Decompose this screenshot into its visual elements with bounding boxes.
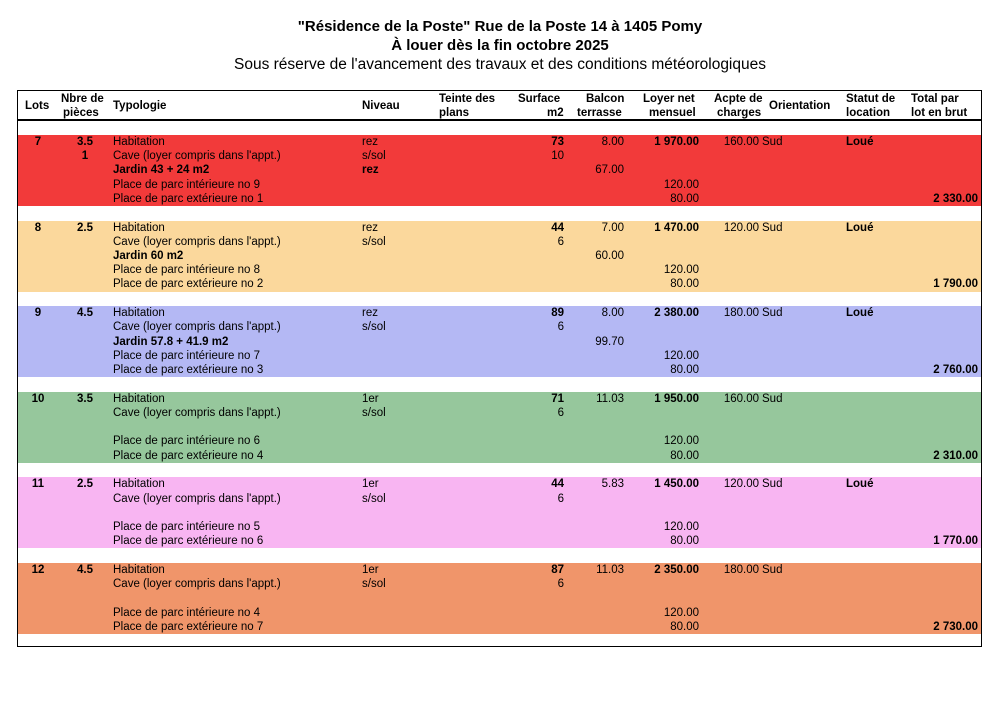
habitation-label: Habitation xyxy=(113,478,165,491)
parc-interieure-value: 120.00 xyxy=(663,520,699,533)
statut-value: Loué xyxy=(846,307,874,320)
acompte-value: 160.00 xyxy=(723,392,759,405)
loyer-value: 1 970.00 xyxy=(654,136,699,148)
total-value: 1 770.00 xyxy=(933,535,978,548)
parc-interieure-label: Place de parc intérieure no 5 xyxy=(113,520,261,533)
total-value: 2 760.00 xyxy=(933,363,978,376)
parc-exterieure-label: Place de parc extérieure no 7 xyxy=(113,620,264,633)
pieces-count: 4.5 xyxy=(77,307,93,320)
loyer-value: 2 350.00 xyxy=(654,564,699,576)
col-statut-l2: location xyxy=(846,107,891,119)
cave-surface: 10 xyxy=(551,150,564,163)
col-balcon-l2: terrasse xyxy=(577,107,622,119)
col-surface-l1: Surface xyxy=(518,93,561,105)
cave-row xyxy=(18,235,981,249)
lot-number: 8 xyxy=(34,221,42,234)
cave-label: Cave (loyer compris dans l'appt.) xyxy=(113,406,281,419)
cave-label: Cave (loyer compris dans l'appt.) xyxy=(113,235,281,248)
parc-exterieure-value: 80.00 xyxy=(670,535,699,548)
lot-number: 11 xyxy=(31,478,45,491)
surface-value: 87 xyxy=(551,564,564,576)
total-value: 2 310.00 xyxy=(933,449,978,462)
parc-exterieure-label: Place de parc extérieure no 4 xyxy=(113,449,264,462)
habitation-label: Habitation xyxy=(113,221,165,234)
jardin-value: 99.70 xyxy=(595,335,624,348)
balcon-value: 5.83 xyxy=(601,478,624,491)
col-acpte-l1: Acpte de xyxy=(714,93,763,105)
col-total-l2: lot en brut xyxy=(911,107,968,119)
parc-exterieure-row xyxy=(18,449,981,463)
col-pieces-l2: pièces xyxy=(63,107,99,119)
cave-niveau: s/sol xyxy=(362,150,386,163)
parc-interieure-row xyxy=(18,606,981,620)
total-value: 2 730.00 xyxy=(933,620,978,633)
surface-value: 44 xyxy=(551,221,564,234)
col-total-l1: Total par xyxy=(911,93,959,105)
jardin-label: Jardin 43 + 24 m2 xyxy=(113,164,210,177)
parc-interieure-row xyxy=(18,434,981,448)
habitation-row xyxy=(18,392,981,406)
jardin-row xyxy=(18,249,981,263)
parc-exterieure-value: 80.00 xyxy=(670,192,699,205)
col-statut-l1: Statut de xyxy=(846,93,896,105)
jardin-row xyxy=(18,163,981,177)
jardin-label: Jardin 60 m2 xyxy=(113,249,184,262)
cave-niveau: s/sol xyxy=(362,492,386,505)
parc-interieure-row xyxy=(18,520,981,534)
col-niveau: Niveau xyxy=(362,100,400,112)
cave-row xyxy=(18,577,981,591)
habitation-label: Habitation xyxy=(113,307,165,320)
acompte-value: 180.00 xyxy=(723,307,759,320)
surface-value: 89 xyxy=(551,307,564,320)
habitation-row xyxy=(18,563,981,577)
cave-row xyxy=(18,149,981,163)
cave-surface: 6 xyxy=(557,406,564,419)
parc-exterieure-row xyxy=(18,363,981,377)
col-teinte-l2: plans xyxy=(439,107,470,119)
cave-label: Cave (loyer compris dans l'appt.) xyxy=(113,578,281,591)
cave-pieces: 1 xyxy=(81,150,89,163)
cave-label: Cave (loyer compris dans l'appt.) xyxy=(113,150,281,163)
jardin-row xyxy=(18,420,981,434)
balcon-value: 8.00 xyxy=(601,307,624,320)
parc-interieure-label: Place de parc intérieure no 9 xyxy=(113,178,261,191)
orientation-value: Sud xyxy=(762,564,783,576)
col-loyer-l2: mensuel xyxy=(649,107,696,119)
surface-value: 71 xyxy=(551,392,564,405)
title-address: "Résidence de la Poste" Rue de la Poste 14 à 1405 Pomy xyxy=(297,18,703,35)
parc-interieure-row xyxy=(18,178,981,192)
statut-value: Loué xyxy=(846,136,874,148)
parc-exterieure-value: 80.00 xyxy=(670,278,699,291)
col-acpte-l2: charges xyxy=(717,107,762,119)
cave-row xyxy=(18,320,981,334)
habitation-niveau: rez xyxy=(362,136,378,148)
parc-interieure-value: 120.00 xyxy=(663,349,699,362)
habitation-niveau: rez xyxy=(362,221,378,234)
parc-exterieure-value: 80.00 xyxy=(670,449,699,462)
jardin-label: Jardin 57.8 + 41.9 m2 xyxy=(113,335,229,348)
cave-niveau: s/sol xyxy=(362,321,386,334)
cave-row xyxy=(18,492,981,506)
orientation-value: Sud xyxy=(762,478,783,491)
parc-exterieure-value: 80.00 xyxy=(670,620,699,633)
cave-niveau: s/sol xyxy=(362,235,386,248)
parc-interieure-label: Place de parc intérieure no 6 xyxy=(113,435,261,448)
col-typologie: Typologie xyxy=(113,100,167,112)
cave-label: Cave (loyer compris dans l'appt.) xyxy=(113,492,281,505)
parc-exterieure-row xyxy=(18,620,981,634)
col-lots: Lots xyxy=(25,100,50,112)
cave-label: Cave (loyer compris dans l'appt.) xyxy=(113,321,281,334)
subtitle-disclaimer: Sous réserve de l'avancement des travaux et des conditions météorologiques xyxy=(234,56,766,73)
parc-exterieure-label: Place de parc extérieure no 2 xyxy=(113,278,264,291)
pieces-count: 3.5 xyxy=(77,136,93,148)
parc-interieure-row xyxy=(18,263,981,277)
lot-block-12 xyxy=(18,563,981,634)
habitation-niveau: rez xyxy=(362,307,378,320)
cave-row xyxy=(18,406,981,420)
parc-interieure-value: 120.00 xyxy=(663,606,699,619)
statut-value: Loué xyxy=(846,478,874,491)
parc-exterieure-label: Place de parc extérieure no 6 xyxy=(113,535,264,548)
acompte-value: 120.00 xyxy=(723,478,759,491)
col-balcon-l1: Balcon xyxy=(586,93,625,105)
lot-number: 7 xyxy=(34,136,42,148)
jardin-row xyxy=(18,591,981,605)
total-value: 1 790.00 xyxy=(933,278,978,291)
jardin-row xyxy=(18,506,981,520)
habitation-row xyxy=(18,221,981,235)
parc-exterieure-value: 80.00 xyxy=(670,363,699,376)
habitation-niveau: 1er xyxy=(362,392,379,405)
pieces-count: 4.5 xyxy=(77,564,93,576)
loyer-value: 1 950.00 xyxy=(654,392,699,405)
lot-number: 12 xyxy=(31,564,45,576)
total-value: 2 330.00 xyxy=(933,192,978,205)
col-teinte-l1: Teinte des xyxy=(439,93,496,105)
parc-interieure-value: 120.00 xyxy=(663,264,699,277)
surface-value: 44 xyxy=(551,478,564,491)
col-orientation: Orientation xyxy=(769,100,831,112)
habitation-row xyxy=(18,306,981,320)
balcon-value: 11.03 xyxy=(596,564,624,576)
habitation-label: Habitation xyxy=(113,564,165,576)
table-header xyxy=(18,91,981,121)
loyer-value: 1 470.00 xyxy=(654,221,699,234)
balcon-value: 11.03 xyxy=(596,392,624,405)
surface-value: 73 xyxy=(551,136,564,148)
acompte-value: 120.00 xyxy=(723,221,759,234)
cave-surface: 6 xyxy=(557,578,564,591)
orientation-value: Sud xyxy=(762,392,783,405)
parc-interieure-value: 120.00 xyxy=(663,435,699,448)
cave-surface: 6 xyxy=(557,321,564,334)
orientation-value: Sud xyxy=(762,136,783,148)
cave-surface: 6 xyxy=(557,492,564,505)
parc-interieure-row xyxy=(18,349,981,363)
pieces-count: 2.5 xyxy=(77,221,93,234)
lot-block-8 xyxy=(18,221,981,292)
parc-exterieure-label: Place de parc extérieure no 1 xyxy=(113,192,264,205)
jardin-value: 60.00 xyxy=(595,249,624,262)
acompte-value: 160.00 xyxy=(723,136,759,148)
parc-interieure-label: Place de parc intérieure no 7 xyxy=(113,349,261,362)
habitation-row xyxy=(18,135,981,149)
lot-block-10 xyxy=(18,392,981,463)
lot-block-7 xyxy=(18,135,981,206)
pieces-count: 3.5 xyxy=(77,392,93,405)
rental-table xyxy=(17,90,982,647)
balcon-value: 7.00 xyxy=(601,221,624,234)
habitation-label: Habitation xyxy=(113,136,165,148)
col-pieces-l1: Nbre de xyxy=(61,93,104,105)
parc-interieure-label: Place de parc intérieure no 4 xyxy=(113,606,261,619)
col-loyer-l1: Loyer net xyxy=(643,93,695,105)
habitation-label: Habitation xyxy=(113,392,165,405)
lot-number: 9 xyxy=(34,307,42,320)
lot-block-9 xyxy=(18,306,981,377)
pieces-count: 2.5 xyxy=(77,478,93,491)
parc-exterieure-row xyxy=(18,277,981,291)
cave-niveau: s/sol xyxy=(362,578,386,591)
parc-exterieure-row xyxy=(18,192,981,206)
jardin-row xyxy=(18,335,981,349)
habitation-niveau: 1er xyxy=(362,478,379,491)
jardin-niveau: rez xyxy=(362,164,379,177)
lot-number: 10 xyxy=(31,392,45,405)
loyer-value: 2 380.00 xyxy=(654,307,699,320)
parc-interieure-label: Place de parc intérieure no 8 xyxy=(113,264,261,277)
title-availability: À louer dès la fin octobre 2025 xyxy=(391,37,609,54)
jardin-value: 67.00 xyxy=(595,164,624,177)
balcon-value: 8.00 xyxy=(601,136,624,148)
cave-surface: 6 xyxy=(557,235,564,248)
acompte-value: 180.00 xyxy=(723,564,759,576)
col-surface-l2: m2 xyxy=(547,107,564,119)
lot-block-11 xyxy=(18,477,981,548)
parc-exterieure-row xyxy=(18,534,981,548)
orientation-value: Sud xyxy=(762,221,783,234)
habitation-niveau: 1er xyxy=(362,564,379,576)
habitation-row xyxy=(18,477,981,491)
loyer-value: 1 450.00 xyxy=(654,478,699,491)
document-header xyxy=(0,17,1000,74)
cave-niveau: s/sol xyxy=(362,406,386,419)
parc-interieure-value: 120.00 xyxy=(663,178,699,191)
statut-value: Loué xyxy=(846,221,874,234)
orientation-value: Sud xyxy=(762,307,783,320)
parc-exterieure-label: Place de parc extérieure no 3 xyxy=(113,363,264,376)
